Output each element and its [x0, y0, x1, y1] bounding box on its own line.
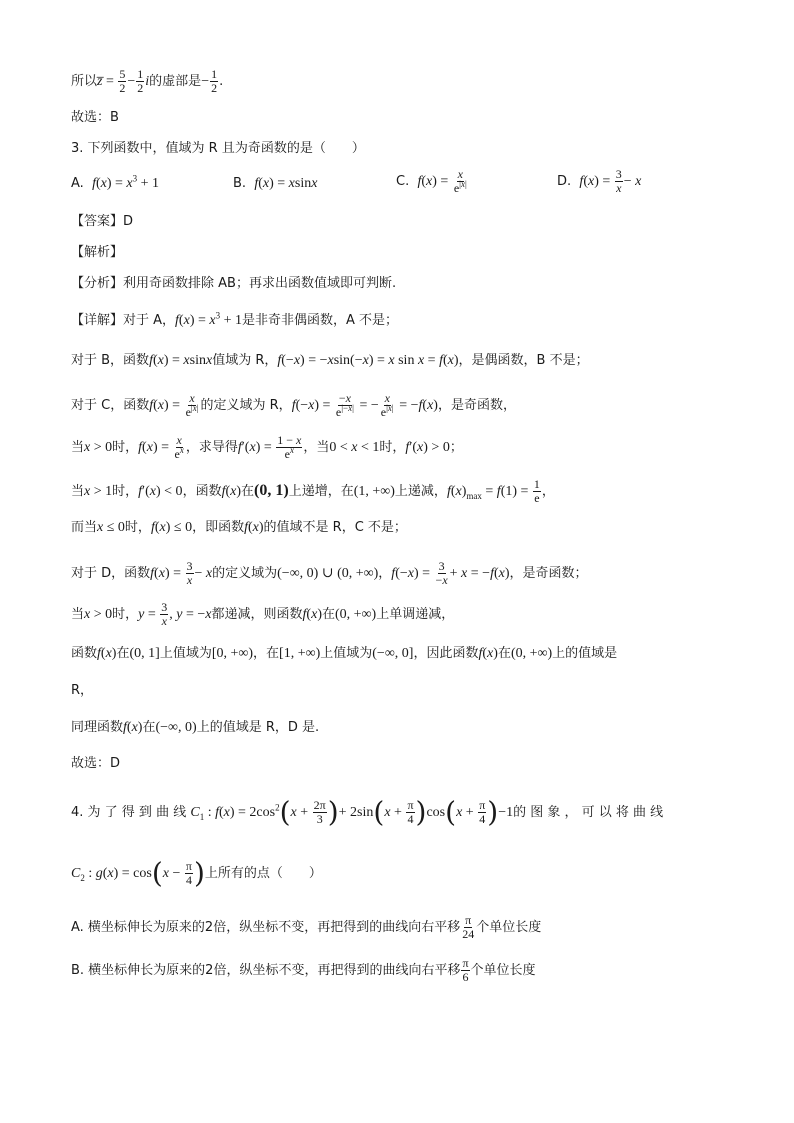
line-conjugate-imag: 所以z̅ = $\frac{5}{2}$ − $\frac{1}{2}$ i的虚部是− $\frac{1}{2}$ . — [71, 67, 224, 95]
q3-detail-c: 对于 C，函数f(x) = $\frac{x}{e^{|x|}}$ 的定义域为 R，f(−x) = $\frac{-x}{e^{|-x|}}$ = − $\frac{x}{e^{|x|}}$ = −f(x)，是奇函数， — [71, 391, 516, 419]
q4-stem-line1: 4. 为 了 得 到 曲 线 $C_1$ : $f(x) = 2\cos^2(x$ + $\frac{2\pi}{3}$ )+ 2sin(x + $\frac{\pi}{4}$ )cos(x + $\frac{\pi}{4}$ )−1的 图 象 ， 可 以 将 曲 线 — [71, 795, 664, 829]
q3-detail-c-conclusion: 而当x ≤ 0时，f(x) ≤ 0，即函数f(x)的值域不是 R，C 不是； — [71, 520, 407, 535]
q3-detail-d-range-cont: R， — [71, 683, 94, 698]
q3-stem: 3. 下列函数中，值域为 R 且为奇函数的是（ ） — [71, 141, 365, 156]
q3-fenxi: 【分析】利用奇函数排除 AB；再求出函数值域即可判断. — [71, 276, 397, 291]
q3-detail-d: 对于 D，函数f(x) = $\frac{3}{x}$ − x的定义域为(−∞, 0) ∪ (0, +∞)，f(−x) = $\frac{3}{-x}$ + x = −f(x)，是奇函数； — [71, 559, 588, 587]
q3-analysis-heading: 【解析】 — [71, 245, 124, 260]
q3-option-c: C. f(x) = $\frac{x}{e^{|x|}}$ — [396, 167, 467, 195]
q3-detail-a: 【详解】对于 A，$f(x) = x^3 + 1$是非奇非偶函数，A 不是； — [71, 310, 399, 328]
q3-detail-c-monotone: 当x > 1时，f′(x) < 0，函数f(x)在(0, 1)上递增，在(1, +∞)上递减，$f(x)_{max} = f(1)$ = $\frac{1}{e}$ ， — [71, 477, 555, 505]
q3-detail-b: 对于 B，函数f(x) = xsinx值域为 R，f(−x) = −xsin(−x) = x sin x = f(x)，是偶函数，B 不是； — [71, 353, 589, 368]
answer-line-b: 故选：B — [71, 110, 119, 125]
q3-answer: 【答案】D — [71, 214, 134, 229]
q3-option-a: A. $f(x) = x^3 + 1$ — [71, 173, 160, 191]
q3-detail-d-range: 函数f(x)在(0, 1]上值域为[0, +∞)，在[1, +∞)上值域为(−∞, 0]，因此函数f(x)在(0, +∞)上的值域是 — [71, 646, 618, 661]
q3-detail-d-monotone: 当x > 0时，y = $\frac{3}{x}$ , y = −x都递减，则函数f(x)在(0, +∞)上单调递减， — [71, 600, 455, 628]
q3-option-b: B. f(x) = xsinx — [233, 176, 318, 191]
q4-option-b: B. 横坐标伸长为原来的2倍，纵坐标不变，再把得到的曲线向右平移 $\frac{\pi}{6}$ 个单位长度 — [71, 956, 536, 984]
q4-option-a: A. 横坐标伸长为原来的2倍，纵坐标不变，再把得到的曲线向右平移 $\frac{\pi}{24}$ 个单位长度 — [71, 913, 542, 941]
q3-detail-d-symmetry: 同理函数f(x)在(−∞, 0)上的值域是 R，D 是. — [71, 720, 320, 735]
q3-option-d: D. f(x) = $\frac{3}{x}$ − x — [557, 167, 642, 195]
q3-detail-c-derivative: 当x > 0时，f(x) = $\frac{x}{e^x}$ ，求导得f′(x) = $\frac{1 - x}{e^x}$ ，当0 < x < 1时，f′(x) > 0； — [71, 433, 463, 461]
q4-stem-line2: $C_2$ : g(x) = cos(x − $\frac{\pi}{4}$ )上所有的点（ ） — [71, 856, 322, 890]
q3-final-answer: 故选：D — [71, 756, 121, 771]
